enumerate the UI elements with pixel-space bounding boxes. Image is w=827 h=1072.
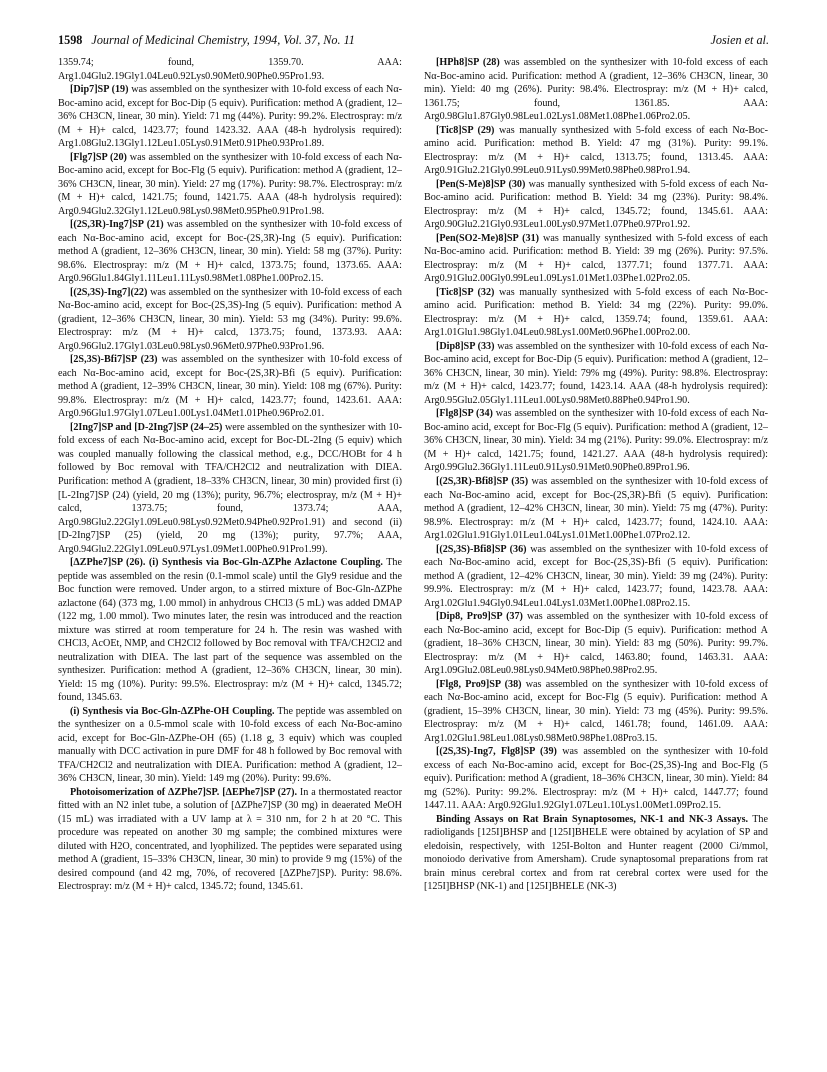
compound-heading: [(2S,3R)-Ing7]SP (21): [70, 219, 164, 231]
paragraph: [424, 178, 768, 232]
compound-heading: [2S,3S)-Bfi7]SP (23): [70, 354, 158, 366]
compound-heading: [Dip8]SP (33): [436, 340, 495, 352]
compound-heading: [Flg8, Pro9]SP (38): [436, 678, 522, 690]
paragraph-text: was assembled on the synthesizer with 10-fold excess of each Nα-Boc-amino acid, except for Boc-(2S,3R)-Bfi (5 equiv). Purification: method A (gradient, 12–42% CH3CN, linear, 30 min). Yield: 75 mg (47%). Purity: 98.9%. Electrospray: m/z (M + H)+ calcd, 1423.77; found, 1424.10. AAA: Arg1.02Glu1.91Gly1.01Leu1.04Lys1.01Met1.00Phe1.07Pro2.12.: [424, 475, 768, 542]
compound-heading: [Dip7]SP (19): [70, 84, 129, 96]
paragraph: [58, 421, 402, 556]
paragraph-text: was manually synthesized with 5-fold excess of each Nα-Boc-amino acid. Purification: method B. Yield: 34 mg (23%). Purity: 98.4%. Electrospray: m/z (M + H)+ calcd, 1345.72; found, 1345.61. AAA: Arg0.90Glu2.21Gly0.93Leu1.00Lys0.97Met1.07Phe0.97Pro1.92.: [424, 178, 768, 231]
paragraph-text: was manually synthesized with 5-fold excess of each Nα-Boc-amino acid. Purification: method B. Yield: 47 mg (31%). Purity: 99.1%. Electrospray: m/z (M + H)+ calcd, 1313.75; found, 1313.45. AAA: Arg0.91Glu2.21Gly0.99Leu0.91Lys0.99Met0.98Phe0.98Pro1.94.: [424, 124, 769, 177]
compound-heading: [Pen(SO2-Me)8]SP (31): [436, 232, 539, 244]
compound-heading: [Flg8]SP (34): [436, 408, 493, 420]
paragraph: [58, 786, 402, 894]
paragraph-text: was assembled on the synthesizer with 10-fold excess of each Nα-Boc-amino acid, except for Boc-(2S,3R)-Bfi (5 equiv). Purification: method A (gradient, 12–39% CH3CN, linear, 30 min). Yield: 108 mg (67%). Purity: 99.8%. Electrospray: m/z (M + H)+ calcd, 1423.77; found, 1423.61. AAA: Arg0.96Glu1.97Gly1.07Leu1.00Lys1.04Met1.01Phe0.96Pro2.01.: [58, 354, 402, 420]
paragraph: [424, 124, 768, 178]
paragraph-text: was assembled on the synthesizer with 10-fold excess of each Nα-Boc-amino acid, except for Boc-Dip (5 equiv). Purification: method A (gradient, 12–36% CH3CN, linear, 30 min). Yield: 71 mg (44%). Purity: 99.2%. Electrospray: m/z (M + H)+ calcd, 1423.77; found 1423.32. AAA (48-h hydrolysis required): Arg1.08Glu2.13Gly1.12Leu1.05Lys0.91Met0.91Phe0.93Pro1.89.: [58, 84, 402, 150]
paragraph: [58, 353, 402, 421]
paragraph: [424, 340, 768, 408]
paragraph: [424, 286, 768, 340]
paragraph: [424, 475, 768, 543]
paragraph-text: The radioligands [125I]BHSP and [125I]BHELE were obtained by acylation of SP and eledoisin, respectively, with 125I-Bolton and Hunter reagent (2000 Ci/mmol, monoiodo derivative from Amersham). Crude synaptosomal preparations from rat brain minus cerebral cortex and from rat cerebral cortex were used for the [125I]BHSP (NK-1) and [125I]BHELE (NK-3): [424, 813, 768, 893]
compound-heading: [Tic8]SP (32): [436, 286, 495, 298]
paragraph: [424, 543, 768, 611]
paragraph-text: The peptide was assembled on the synthesizer on a 0.5-mmol scale with 10-fold excess of each Nα-Boc-amino acid, except for Boc-Gln-ΔZPhe-OH (65) (1.18 g, 3 equiv) which was coupled manually with DCC activation in pure DMF for 48 h followed by Boc removal with TFA/CH2Cl2 and neutralization with DIEA. Purification: method A (gradient, 12–36% CH3CN, linear, 30 min). Yield: 149 mg (20%). Purity: 99.6%.: [58, 705, 402, 785]
paragraph: [58, 556, 402, 705]
compound-heading: (i) Synthesis via Boc-Gln-ΔZPhe-OH Coupling.: [70, 705, 275, 717]
running-header: [58, 33, 769, 49]
paragraph-text: was assembled on the synthesizer with 10-fold excess of each Nα-Boc-amino acid, except for Boc-(2S,3S)-Ing (5 equiv). Purification: method A (gradient, 12–36% CH3CN, linear, 30 min). Yield: 53 mg (34%). Purity: 99.6%. Electrospray: m/z (M + H)+ calcd, 1373.75; found, 1373.93. AAA: Arg0.96Glu2.17Gly1.03Leu0.98Lys0.96Met0.97Phe0.93Pro1.96.: [58, 286, 402, 352]
paragraph-text: was assembled on the synthesizer with 10-fold excess of each Nα-Boc-amino acid, except for Boc-Flg (5 equiv). Purification: method A (gradient, 12–36% CH3CN, linear, 30 min). Yield: 34 mg (21%). Purity: 99.0%. Electrospray: m/z (M + H)+ calcd, 1421.75; found, 1421.27. AAA (48-h hydrolysis required): Arg0.99Glu2.36Gly1.11Leu0.91Lys0.91Met0.90Phe0.89Pro1.96.: [424, 408, 768, 474]
compound-heading: [(2S,3S)-Ing7](22): [70, 286, 148, 298]
paragraph: [424, 56, 768, 124]
paragraph: [424, 407, 768, 475]
paragraph-text: was assembled on the synthesizer with 10-fold excess of each Nα-Boc-amino acid, except for Boc-Dip (5 equiv). Purification: method A (gradient, 18–36% CH3CN, linear, 30 min). Yield: 83 mg (50%). Purity: 99.7%. Electrospray: m/z (M + H)+ calcd, 1463.80; found, 1463.31. AAA: Arg1.09Glu2.08Leu0.98Lys0.94Met0.98Phe0.98Pro2.95.: [424, 611, 768, 677]
paragraph-text: was assembled on the synthesizer with 10-fold excess of each Nα-Boc-amino acid. Purification: method A (gradient, 12–36% CH3CN, linear, 30 min). Yield: 40 mg (26%). Purity: 98.4%. Electrospray: m/z (M + H)+ calcd, 1361.75; found, 1361.85. AAA: Arg0.98Glu1.87Gly0.98Leu1.02Lys1.08Met1.08Phe1.06Pro2.05.: [424, 57, 768, 123]
paragraph-text: 1359.74; found, 1359.70. AAA: Arg1.04Glu2.19Gly1.04Leu0.92Lys0.90Met0.90Phe0.95Pro1.93.: [58, 57, 402, 82]
running-authors: Josien et al.: [710, 33, 769, 47]
paragraph: [424, 232, 768, 286]
right-column: [424, 56, 768, 894]
paragraph-text: was assembled on the synthesizer with 10-fold excess of each Nα-Boc-amino acid, except for Boc-(2S,3S)-Ing and Boc-Flg (5 equiv). Purification: method A (gradient, 18–36% CH3CN, linear, 30 min). Yield: 84 mg (52%). Purity: 99.2%. Electrospray: m/z (M + H)+ calcd, 1447.77; found 1447.11. AAA: Arg0.92Glu1.92Gly1.07Leu1.10Lys1.00Met1.09Pro2.15.: [424, 746, 768, 812]
paragraph: [58, 218, 402, 286]
compound-heading: [ΔZPhe7]SP (26). (i) Synthesis via Boc-Gln-ΔZPhe Azlactone Coupling.: [70, 557, 383, 569]
paragraph-text: was manually synthesized with 5-fold excess of each Nα-Boc-amino acid. Purification: method B. Yield: 39 mg (26%). Purity: 97.5%. Electrospray: m/z (M + H)+ calcd, 1377.71; found 1377.71. AAA: Arg0.91Glu2.00Gly0.99Leu1.09Lys1.01Met1.03Phe1.02Pro2.05.: [424, 232, 768, 285]
page-number: 1598: [58, 33, 83, 47]
compound-heading: [Dip8, Pro9]SP (37): [436, 611, 523, 623]
paragraph: [58, 286, 402, 354]
compound-heading: [Tic8]SP (29): [436, 124, 495, 136]
compound-heading: [Flg7]SP (20): [70, 151, 127, 163]
paragraph-text: was assembled on the synthesizer with 10-fold excess of each Nα-Boc-amino acid, except for Boc-Dip (5 equiv). Purification: method A (gradient, 12–36% CH3CN, linear, 30 min). Yield: 79% mg (49%). Purity: 98.8%. Electrospray: m/z (M + H)+ calcd, 1423.77; found, 1423.14. AAA (48-h hydrolysis required): Arg0.95Glu2.05Gly1.11Leu1.00Lys0.98Met0.88Phe0.94Pro1.90.: [424, 340, 768, 406]
compound-heading: [(2S,3R)-Bfi8]SP (35): [436, 475, 529, 487]
paragraph-text: was assembled on the synthesizer with 10-fold excess of each Nα-Boc-amino acid, except for Boc-Flg (5 equiv). Purification: method A (gradient, 15–39% CH3CN, linear, 30 min). Yield: 73 mg (45%). Purity: 99.5%. Electrospray: m/z (M + H)+ calcd, 1461.78; found, 1461.09. AAA: Arg1.02Glu1.98Leu1.08Lys0.98Met0.98Phe1.08Pro3.15.: [424, 678, 768, 744]
paragraph: [58, 56, 402, 83]
paragraph-text: were assembled on the synthesizer with 10-fold excess of each Nα-Boc-amino acid, except for Boc-DL-2Ing (5 equiv) which was coupled manually following the classical method, e.g., DCC/HOBt for 4 h followed by Boc removal with TFA/CH2Cl2 and neutralization with DIEA. Purification: method A (gradient, 18–33% CH3CN, linear, 30 min) provided first (i) [L-2Ing7]SP (24) (yield, 20 mg (13%); purity, 96.7%; electrospray, m/z (M + H)+ calcd, 1373.75; found, 1373.74; AAA, Arg0.98Glu2.22Gly1.09Leu0.98Lys0.92Met0.94Phe0.92Pro1.91) and second (ii) [D-2Ing7]SP (25) (yield, 20 mg (13%); purity, 97.7%; AAA, Arg0.94Glu2.22Gly1.09Leu0.97Lys1.09Met1.00Phe0.91Pro1.99).: [58, 421, 402, 555]
paragraph-text: In a thermostated reactor fitted with an N2 inlet tube, a solution of [ΔZPhe7]SP (30 mg) in deaerated MeOH (15 mL) was irradiated with a UV lamp at λ = 310 nm, for 2 h at 20 °C. This procedure was repeated on another 30 mg sample; the combined mixtures were diluted with H2O, concentrated, and lyophilized. The peptides were separated using method A (gradient, 15–33% CH3CN, linear, 30 min) to provide 9 mg (15%) of the desired compound (and 42 mg, 70%, of recovered [ΔZPhe7]SP). Purity: 98.6%. Electrospray: m/z (M + H)+ calcd, 1345.72; found, 1345.61.: [58, 786, 402, 893]
paragraph-text: was assembled on the synthesizer with 10-fold excess of each Nα-Boc-amino acid, except for Boc-Flg (5 equiv). Purification: method A (gradient, 12–36% CH3CN, linear, 30 min). Yield: 27 mg (17%). Purity: 98.7%. Electrospray: m/z (M + H)+ calcd, 1421.75; found, 1421.75. AAA (48-h hydrolysis required): Arg0.94Glu2.32Gly1.12Leu0.98Lys0.98Met0.95Phe0.91Pro1.98.: [58, 151, 402, 217]
paragraph-text: The peptide was assembled on the resin (0.1-mmol scale) until the Gly9 residue and the Boc function were removed. Under argon, to a stirred mixture of Boc-Gln-ΔZPhe azlactone (64) (373 mg, 1.00 mmol) in anhydrous CHCl3 (5 mL) was added DMAP (122 mg, 1.00 mmol). Two minutes later, the resin was introduced and the reaction mixture was stirred at room temperature for 24 h. The resin was washed with CHCl3, AcOEt, NMP, and CH2Cl2 followed by Boc removal with TFA/CH2Cl2 and neutralization with DIEA. The last part of the sequence was assembled on the synthesizer. Purification: method A (gradient, 12–36% CH3CN, linear, 30 min). Yield: 15 mg (10%). Purity: 99.5%. Electrospray: m/z (M + H)+ calcd, 1345.72; found, 1345.63.: [58, 557, 402, 704]
compound-heading: Photoisomerization of ΔZPhe7]SP. [ΔEPhe7]SP (27).: [70, 786, 298, 798]
compound-heading: [(2S,3S)-Bfi8]SP (36): [436, 543, 527, 555]
compound-heading: [2Ing7]SP and [D-2Ing7]SP (24–25): [70, 421, 223, 433]
paragraph: [58, 705, 402, 786]
compound-heading: [HPh8]SP (28): [436, 57, 500, 68]
paragraph: [58, 83, 402, 151]
compound-heading: Binding Assays on Rat Brain Synaptosomes, NK-1 and NK-3 Assays.: [436, 813, 749, 825]
compound-heading: [(2S,3S)-Ing7, Flg8]SP (39): [436, 746, 557, 758]
compound-heading: [Pen(S-Me)8]SP (30): [436, 178, 526, 190]
paragraph-text: was manually synthesized with 5-fold excess of each Nα-Boc-amino acid. Purification: method B. Yield: 34 mg (22%). Purity: 99.0%. Electrospray: m/z (M + H)+ calcd, 1359.74; found, 1359.61. AAA: Arg1.01Glu1.98Gly1.04Leu0.98Lys1.00Met0.96Phe1.00Pro2.00.: [424, 286, 769, 339]
left-column: [58, 56, 402, 894]
paragraph: [424, 813, 768, 894]
paragraph: [424, 745, 768, 813]
paragraph-text: was assembled on the synthesizer with 10-fold excess of each Nα-Boc-amino acid, except for Boc-(2S,3S)-Bfi (5 equiv). Purification: method A (gradient, 12–42% CH3CN, linear, 30 min). Yield: 39 mg (24%). Purity: 99.9%. Electrospray: m/z (M + H)+ calcd, 1423.77; found, 1423.78. AAA: Arg1.02Glu1.94Gly0.94Leu1.04Lys1.03Met1.00Phe1.08Pro2.15.: [424, 543, 769, 609]
paragraph: [58, 151, 402, 219]
paragraph-text: was assembled on the synthesizer with 10-fold excess of each Nα-Boc-amino acid, except for Boc-(2S,3R)-Ing (5 equiv). Purification: method A (gradient, 12–36% CH3CN, linear, 30 min). Yield: 58 mg (37%). Purity: 98.6%. Electrospray: m/z (M + H)+ calcd, 1373.75; found, 1373.65. AAA: Arg0.96Glu1.84Gly1.11Leu1.11Lys0.98Met1.08Phe1.00Pro2.15.: [58, 219, 402, 285]
journal-citation: Journal of Medicinal Chemistry, 1994, Vol. 37, No. 11: [91, 33, 355, 47]
paragraph: [424, 678, 768, 746]
paragraph: [424, 610, 768, 678]
